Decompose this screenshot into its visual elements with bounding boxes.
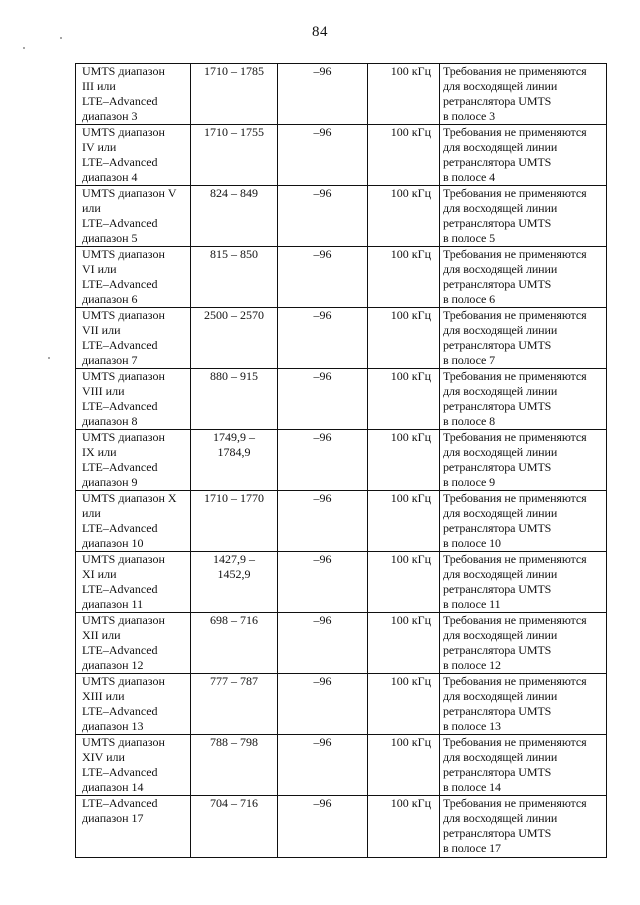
- band-cell: [76, 735, 191, 796]
- band-cell-text: UMTS диапазон VIII или LTE–Advanced диапазон 8: [82, 369, 165, 428]
- level-cell-text: –96: [313, 491, 332, 505]
- band-cell: [76, 186, 191, 247]
- requirement-cell-text: Требования не применяются для восходящей линии ретранслятора UMTS в полосе 6: [443, 247, 587, 306]
- frequency-cell-text: 824 – 849: [210, 186, 258, 200]
- level-cell: [278, 674, 368, 735]
- level-cell-text: –96: [313, 674, 332, 688]
- frequency-cell-text: 1749,9 – 1784,9: [213, 430, 255, 459]
- bandwidth-cell-text: 100 кГц: [390, 552, 431, 566]
- band-cell: [76, 308, 191, 369]
- requirement-cell-text: Требования не применяются для восходящей линии ретранслятора UMTS в полосе 14: [443, 735, 587, 794]
- requirement-cell: [440, 430, 607, 491]
- band-cell: [76, 125, 191, 186]
- bandwidth-cell: [368, 125, 440, 186]
- band-cell-text: UMTS диапазон X или LTE–Advanced диапазон 10: [82, 491, 177, 550]
- requirement-cell-text: Требования не применяются для восходящей линии ретранслятора UMTS в полосе 12: [443, 613, 587, 672]
- requirement-cell-text: Требования не применяются для восходящей линии ретранслятора UMTS в полосе 13: [443, 674, 587, 733]
- band-cell: [76, 491, 191, 552]
- level-cell: [278, 186, 368, 247]
- level-cell: [278, 64, 368, 125]
- bandwidth-cell: [368, 674, 440, 735]
- frequency-cell-text: 777 – 787: [210, 674, 258, 688]
- level-cell-text: –96: [313, 369, 332, 383]
- frequency-cell-text: 2500 – 2570: [204, 308, 264, 322]
- page-number: 84: [312, 24, 328, 40]
- band-cell: [76, 247, 191, 308]
- requirement-cell: [440, 308, 607, 369]
- band-cell: [76, 369, 191, 430]
- band-requirements-table: [75, 63, 607, 858]
- scan-speck: [60, 37, 62, 39]
- requirement-cell: [440, 552, 607, 613]
- frequency-cell: [191, 430, 278, 491]
- bandwidth-cell-text: 100 кГц: [390, 186, 431, 200]
- frequency-cell-text: 1427,9 – 1452,9: [213, 552, 255, 581]
- bandwidth-cell-text: 100 кГц: [390, 64, 431, 78]
- band-cell-text: LTE–Advanced диапазон 17: [82, 796, 158, 825]
- requirement-cell-text: Требования не применяются для восходящей линии ретранслятора UMTS в полосе 3: [443, 64, 587, 123]
- table-row: [76, 674, 607, 735]
- frequency-cell: [191, 125, 278, 186]
- frequency-cell: [191, 247, 278, 308]
- frequency-cell: [191, 369, 278, 430]
- table-row: [76, 735, 607, 796]
- table-row: [76, 186, 607, 247]
- frequency-cell: [191, 552, 278, 613]
- requirement-cell: [440, 125, 607, 186]
- frequency-cell-text: 1710 – 1770: [204, 491, 264, 505]
- bandwidth-cell: [368, 308, 440, 369]
- band-cell: [76, 64, 191, 125]
- frequency-cell-text: 880 – 915: [210, 369, 258, 383]
- bandwidth-cell-text: 100 кГц: [390, 125, 431, 139]
- requirement-cell-text: Требования не применяются для восходящей линии ретранслятора UMTS в полосе 17: [443, 796, 587, 855]
- table-body: [76, 64, 607, 858]
- requirement-cell: [440, 674, 607, 735]
- frequency-cell-text: 815 – 850: [210, 247, 258, 261]
- band-cell: [76, 796, 191, 858]
- frequency-cell: [191, 735, 278, 796]
- bandwidth-cell: [368, 186, 440, 247]
- requirement-cell-text: Требования не применяются для восходящей линии ретранслятора UMTS в полосе 9: [443, 430, 587, 489]
- band-cell-text: UMTS диапазон XI или LTE–Advanced диапазон 11: [82, 552, 165, 611]
- band-cell-text: UMTS диапазон V или LTE–Advanced диапазон 5: [82, 186, 177, 245]
- level-cell-text: –96: [313, 125, 332, 139]
- level-cell: [278, 125, 368, 186]
- level-cell: [278, 796, 368, 858]
- requirement-cell-text: Требования не применяются для восходящей линии ретранслятора UMTS в полосе 4: [443, 125, 587, 184]
- frequency-cell: [191, 796, 278, 858]
- requirement-cell: [440, 613, 607, 674]
- requirement-cell-text: Требования не применяются для восходящей линии ретранслятора UMTS в полосе 10: [443, 491, 587, 550]
- table-row: [76, 796, 607, 858]
- requirement-cell-text: Требования не применяются для восходящей линии ретранслятора UMTS в полосе 11: [443, 552, 587, 611]
- bandwidth-cell-text: 100 кГц: [390, 308, 431, 322]
- table-row: [76, 369, 607, 430]
- table-row: [76, 613, 607, 674]
- frequency-cell-text: 788 – 798: [210, 735, 258, 749]
- frequency-cell: [191, 64, 278, 125]
- band-cell: [76, 430, 191, 491]
- frequency-cell: [191, 186, 278, 247]
- level-cell-text: –96: [313, 796, 332, 810]
- bandwidth-cell: [368, 247, 440, 308]
- requirement-cell: [440, 64, 607, 125]
- band-cell-text: UMTS диапазон VI или LTE–Advanced диапазон 6: [82, 247, 165, 306]
- bandwidth-cell-text: 100 кГц: [390, 613, 431, 627]
- level-cell-text: –96: [313, 613, 332, 627]
- table-row: [76, 247, 607, 308]
- bandwidth-cell: [368, 430, 440, 491]
- bandwidth-cell: [368, 796, 440, 858]
- band-cell-text: UMTS диапазон IX или LTE–Advanced диапазон 9: [82, 430, 165, 489]
- band-cell-text: UMTS диапазон VII или LTE–Advanced диапазон 7: [82, 308, 165, 367]
- requirement-cell: [440, 247, 607, 308]
- level-cell: [278, 552, 368, 613]
- table-row: [76, 552, 607, 613]
- level-cell: [278, 369, 368, 430]
- frequency-cell-text: 1710 – 1785: [204, 64, 264, 78]
- band-cell: [76, 674, 191, 735]
- level-cell: [278, 430, 368, 491]
- level-cell-text: –96: [313, 430, 332, 444]
- bandwidth-cell: [368, 369, 440, 430]
- level-cell-text: –96: [313, 735, 332, 749]
- band-cell-text: UMTS диапазон XIII или LTE–Advanced диапазон 13: [82, 674, 165, 733]
- requirement-cell: [440, 796, 607, 858]
- band-cell-text: UMTS диапазон XIV или LTE–Advanced диапазон 14: [82, 735, 165, 794]
- bandwidth-cell-text: 100 кГц: [390, 674, 431, 688]
- bandwidth-cell: [368, 613, 440, 674]
- requirement-cell: [440, 735, 607, 796]
- bandwidth-cell-text: 100 кГц: [390, 735, 431, 749]
- level-cell: [278, 308, 368, 369]
- scan-speck: [23, 47, 25, 49]
- level-cell: [278, 491, 368, 552]
- bandwidth-cell-text: 100 кГц: [390, 796, 431, 810]
- table-row: [76, 491, 607, 552]
- requirement-cell-text: Требования не применяются для восходящей линии ретранслятора UMTS в полосе 5: [443, 186, 587, 245]
- table-row: [76, 125, 607, 186]
- frequency-cell-text: 698 – 716: [210, 613, 258, 627]
- requirement-cell: [440, 491, 607, 552]
- requirement-cell-text: Требования не применяются для восходящей линии ретранслятора UMTS в полосе 7: [443, 308, 587, 367]
- bandwidth-cell-text: 100 кГц: [390, 369, 431, 383]
- table-row: [76, 430, 607, 491]
- level-cell: [278, 613, 368, 674]
- level-cell-text: –96: [313, 247, 332, 261]
- bandwidth-cell: [368, 735, 440, 796]
- band-cell: [76, 613, 191, 674]
- level-cell-text: –96: [313, 64, 332, 78]
- level-cell-text: –96: [313, 308, 332, 322]
- table-row: [76, 64, 607, 125]
- frequency-cell: [191, 491, 278, 552]
- level-cell: [278, 735, 368, 796]
- bandwidth-cell: [368, 552, 440, 613]
- bandwidth-cell: [368, 491, 440, 552]
- frequency-cell: [191, 674, 278, 735]
- scan-speck: [48, 357, 50, 359]
- requirement-cell: [440, 186, 607, 247]
- band-cell: [76, 552, 191, 613]
- bandwidth-cell-text: 100 кГц: [390, 491, 431, 505]
- band-cell-text: UMTS диапазон XII или LTE–Advanced диапазон 12: [82, 613, 165, 672]
- frequency-cell-text: 1710 – 1755: [204, 125, 264, 139]
- level-cell-text: –96: [313, 552, 332, 566]
- level-cell: [278, 247, 368, 308]
- requirement-cell: [440, 369, 607, 430]
- band-cell-text: UMTS диапазон III или LTE–Advanced диапазон 3: [82, 64, 165, 123]
- level-cell-text: –96: [313, 186, 332, 200]
- bandwidth-cell-text: 100 кГц: [390, 430, 431, 444]
- requirement-cell-text: Требования не применяются для восходящей линии ретранслятора UMTS в полосе 8: [443, 369, 587, 428]
- band-cell-text: UMTS диапазон IV или LTE–Advanced диапазон 4: [82, 125, 165, 184]
- frequency-cell: [191, 308, 278, 369]
- frequency-cell: [191, 613, 278, 674]
- bandwidth-cell-text: 100 кГц: [390, 247, 431, 261]
- table-row: [76, 308, 607, 369]
- frequency-cell-text: 704 – 716: [210, 796, 258, 810]
- bandwidth-cell: [368, 64, 440, 125]
